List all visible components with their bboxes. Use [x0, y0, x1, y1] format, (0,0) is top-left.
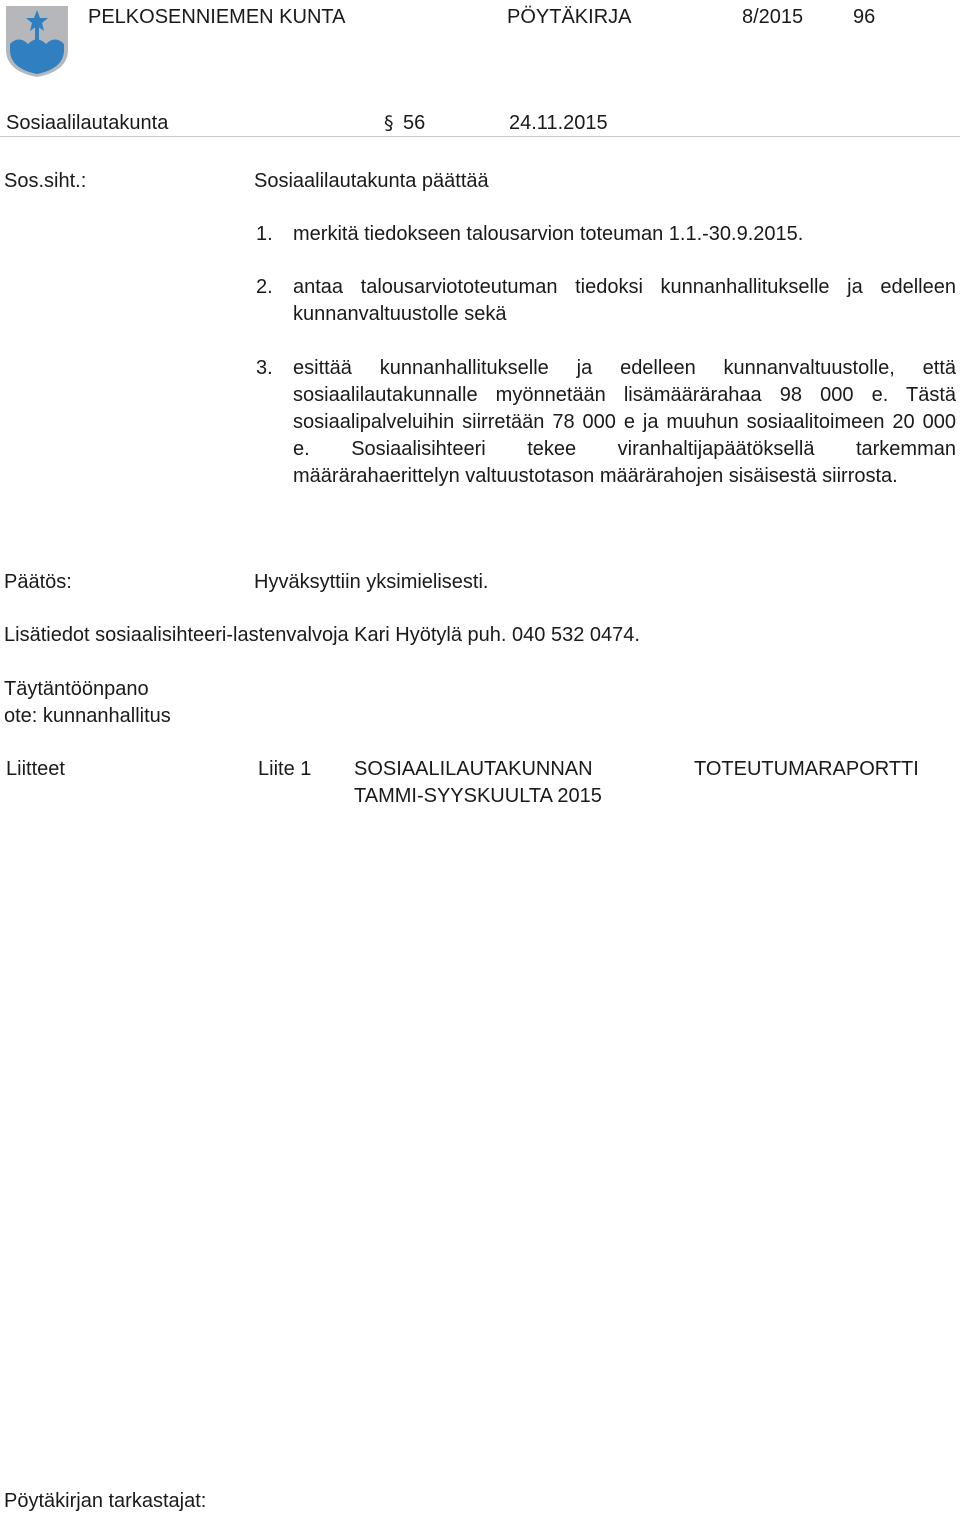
municipality-name: PELKOSENNIEMEN KUNTA	[88, 6, 346, 28]
decision-text: Hyväksyttiin yksimielisesti.	[254, 571, 489, 593]
divider	[0, 136, 960, 137]
reviewers-label: Pöytäkirjan tarkastajat:	[4, 1490, 207, 1512]
execution-label: Täytäntöönpano	[4, 678, 149, 700]
proposal-list	[256, 274, 956, 328]
section-number: 56	[403, 112, 426, 134]
item-number: 2.	[256, 276, 273, 298]
execution-recipient: ote: kunnanhallitus	[4, 705, 171, 727]
item-text: merkitä tiedokseen talousarvion toteuman 1.1.-30.9.2015.	[293, 223, 804, 245]
proposal-list	[256, 221, 956, 248]
attachment-title-cont: TOTEUTUMARAPORTTI	[694, 758, 919, 780]
attachment-title: SOSIAALILAUTAKUNNAN	[354, 758, 593, 780]
item-text: antaa talousarviototeutuman tiedoksi kunnanhallitukselle ja edelleen kunnanvaltuustolle sekä	[293, 276, 956, 325]
page-number: 96	[853, 6, 876, 28]
item-text: esittää kunnanhallitukselle ja edelleen kunnanvaltuustolle, että sosiaalilautakunnalle myönnetään lisämäärärahaa 98 000 e. Tästä sosiaalipalveluihin siirretään 78 000 e ja muuhun sosiaalitoimeen 20 000 e. Sosiaalisihteeri tekee viranhaltijapäätöksellä tarkemman määrärahaerittelyn valtuustotason määrärahojen sisäisestä siirrosta.	[293, 357, 956, 487]
meeting-date: 24.11.2015	[509, 112, 608, 134]
document-number: 8/2015	[742, 6, 804, 28]
document-type: PÖYTÄKIRJA	[507, 6, 632, 28]
decision-label: Päätös:	[4, 571, 72, 593]
attachment-title-line2: TAMMI-SYYSKUULTA 2015	[354, 785, 602, 807]
section-sign: §	[384, 112, 394, 134]
proposal-list	[256, 355, 956, 490]
proposal-intro: Sosiaalilautakunta päättää	[254, 170, 489, 192]
coat-of-arms-icon	[4, 4, 70, 78]
proposal-label: Sos.siht.:	[4, 170, 87, 192]
list-item	[256, 274, 956, 328]
attachments-label: Liitteet	[6, 758, 65, 780]
item-number: 1.	[256, 223, 273, 245]
item-number: 3.	[256, 357, 273, 379]
list-item	[256, 355, 956, 490]
attachment-ref: Liite 1	[258, 758, 312, 780]
additional-info: Lisätiedot sosiaalisihteeri-lastenvalvoja Kari Hyötylä puh. 040 532 0474.	[4, 624, 640, 646]
committee-name: Sosiaalilautakunta	[6, 112, 169, 134]
list-item	[256, 221, 956, 248]
